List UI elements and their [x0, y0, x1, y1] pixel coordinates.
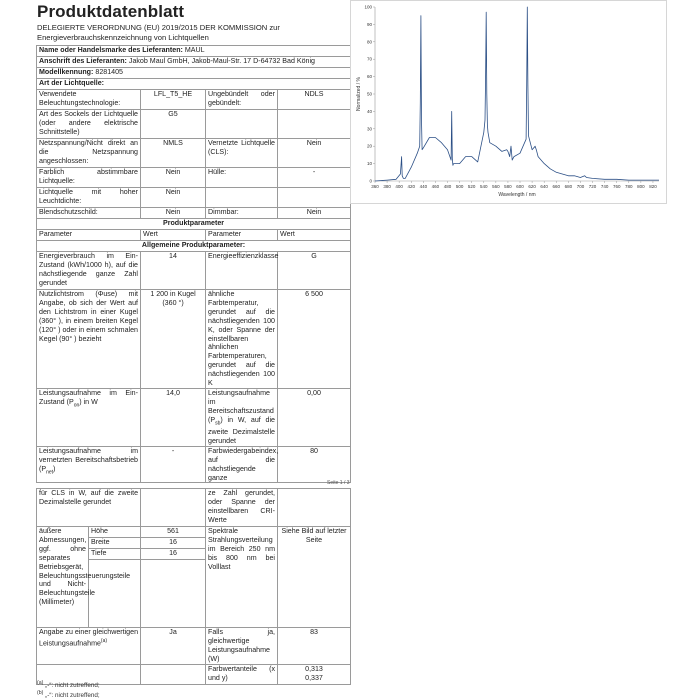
type-label: Dimmbar:: [206, 208, 278, 219]
x-tick-label: 660: [552, 184, 561, 189]
x-tick-label: 380: [383, 184, 391, 189]
x-tick-label: 820: [649, 184, 657, 189]
supplier-name-row: Name oder Handelsmarke des Lieferanten: MAUL: [37, 46, 351, 57]
equivalent-power-label: Angabe zu einer gleichwertigen Leistungsaufnahme$^{(a)}$: [37, 628, 141, 665]
x-axis-label: Wavelength / nm: [498, 192, 536, 198]
x-tick-label: 720: [588, 184, 597, 189]
type-label: Farblich abstimmbare Lichtquelle:: [37, 168, 141, 188]
footnote: $^{(b)}$ „-“: nicht zutreffend;: [37, 690, 100, 700]
x-tick-label: 540: [480, 184, 488, 189]
spectrum-chart: [350, 0, 667, 204]
y-tick-label: 90: [366, 21, 372, 27]
equivalent-power-value: Ja: [141, 628, 206, 665]
x-tick-label: 680: [564, 184, 573, 189]
y-tick-label: 20: [366, 143, 372, 149]
x-tick-label: 460: [431, 184, 440, 189]
type-value: G5: [141, 110, 206, 139]
footnote: $^{(a)}$ „-“: nicht zutreffend;: [37, 680, 100, 690]
equivalent-power-value: 83: [278, 628, 351, 665]
dimension-name: Breite: [89, 538, 141, 549]
type-value: -: [278, 168, 351, 188]
x-tick-label: 700: [576, 184, 585, 189]
type-value: Nein: [141, 168, 206, 188]
param-value: 14,0: [141, 388, 206, 446]
section-title: Allgemeine Produktparameter:: [37, 241, 351, 252]
x-tick-label: 800: [637, 184, 645, 189]
param-label: Leistungsaufnahme im Ein-Zustand $(P_{on})$ in W: [37, 388, 141, 446]
y-tick-label: 100: [364, 4, 372, 10]
y-tick-label: 0: [369, 178, 372, 184]
spectrum-value: Siehe Bild auf letzter Seite: [278, 527, 351, 628]
y-tick-label: 10: [366, 161, 372, 167]
x-tick-label: 420: [407, 184, 416, 189]
param-value: 80: [278, 446, 351, 483]
x-tick-label: 760: [612, 184, 621, 189]
y-tick-label: 70: [366, 56, 372, 62]
equivalent-power-label: Falls ja, gleichwertige Leistungsaufnahme (W): [206, 628, 278, 665]
column-header: Wert: [141, 230, 206, 241]
type-label: Netzspannung/Nicht direkt an die Netzspannung angeschlossen:: [37, 139, 141, 168]
type-label: Blendschutzschild:: [37, 208, 141, 219]
param-value: 6 500: [278, 290, 351, 389]
regulation-intro: DELEGIERTE VERORDNUNG (EU) 2019/2015 DER KOMMISSION zur Energieverbrauchskennzeichnung von Lichtquellen: [37, 23, 280, 42]
x-tick-label: 520: [467, 184, 476, 189]
supplier-address-row: Anschrift des Lieferanten: Jakob Maul GmbH, Jakob-Maul-Str. 17 D-64732 Bad König: [37, 57, 351, 68]
y-axis-label: Normalized / %: [356, 77, 362, 111]
type-label: Vernetzte Lichtquelle (CLS):: [206, 139, 278, 168]
type-value: Nein: [141, 188, 206, 208]
dimension-name: Tiefe: [89, 549, 141, 560]
type-value: Nein: [141, 208, 206, 219]
x-tick-label: 640: [540, 184, 548, 189]
x-tick-label: 400: [395, 184, 403, 189]
param-label: Leistungsaufnahme im Bereitschaftszustand $(P_{sb})$ in W, auf die zweite Dezimalstelle gerundet: [206, 388, 278, 446]
param-value: 14: [141, 252, 206, 290]
dimension-value: 16: [141, 538, 206, 549]
section-title: Produktparameter: [37, 219, 351, 230]
x-tick-label: 780: [625, 184, 633, 189]
param-label: ze Zahl gerundet, oder Spanne der einstellbaren CRI-Werte: [206, 489, 278, 527]
chromaticity-label: Farbwertanteile (x und y): [206, 664, 278, 684]
param-label: Energieeffizienzklasse: [206, 252, 278, 290]
x-tick-label: 360: [371, 184, 379, 189]
param-label: Leistungsaufnahme im vernetzten Bereitschaftsbetrieb $(P_{net})$: [37, 446, 141, 483]
type-label: Ungebündelt oder gebündelt:: [206, 90, 278, 110]
model-id-row: Modellkennung: 8281405: [37, 68, 351, 79]
param-value: G: [278, 252, 351, 290]
type-value: NMLS: [141, 139, 206, 168]
x-tick-label: 500: [455, 184, 464, 189]
page-number: Seite 1 / 3: [327, 480, 350, 486]
param-label: Nutzlichtstrom (Φuse) mit Angabe, ob sich der Wert auf den Lichtstrom in einer Kugel (360° ), in einem breiten Kegel (120° ) oder in einem schmalen Kegel (90° ) bezieht: [37, 290, 141, 389]
dimension-value: 561: [141, 527, 206, 538]
spectrum-series-line: [375, 7, 659, 181]
type-label: Verwendete Beleuchtungstechnologie:: [37, 90, 141, 110]
type-label: Lichtquelle mit hoher Leuchtdichte:: [37, 188, 141, 208]
light-source-type-row: Art der Lichtquelle:: [37, 79, 351, 90]
y-tick-label: 80: [366, 39, 372, 45]
dimension-value: 16: [141, 549, 206, 560]
param-value: 1 200 in Kugel (360 °): [141, 290, 206, 389]
dimension-name: Höhe: [89, 527, 141, 538]
product-datasheet-table: [36, 45, 351, 483]
column-header: Wert: [278, 230, 351, 241]
param-label: Energieverbrauch im Ein-Zustand (kWh/1000 h), auf die nächstliegende ganze Zahl gerundet: [37, 252, 141, 290]
param-value: -: [141, 446, 206, 483]
x-tick-label: 440: [419, 184, 428, 189]
spectrum-label: Spektrale Strahlungsverteilung im Bereich 250 nm bis 800 nm bei Volllast: [206, 527, 278, 628]
type-value: Nein: [278, 139, 351, 168]
type-label: Hülle:: [206, 168, 278, 188]
param-value: 0,00: [278, 388, 351, 446]
y-tick-label: 40: [366, 108, 372, 114]
page-title: Produktdatenblatt: [37, 2, 185, 21]
column-header: Parameter: [37, 230, 141, 241]
chromaticity-value: 0,313 0,337: [278, 664, 351, 684]
x-tick-label: 620: [528, 184, 536, 189]
type-value: NDLS: [278, 90, 351, 110]
type-label: Art des Sockels der Lichtquelle (oder andere elektrische Schnittstelle): [37, 110, 141, 139]
y-tick-label: 60: [366, 74, 372, 80]
spectrum-chart-svg: [351, 1, 666, 203]
type-value: LFL_T5_HE: [141, 90, 206, 110]
param-label: ähnliche Farbtemperatur, gerundet auf die nächstliegenden 100 K, oder Spanne der einstellbaren ähnlichen Farbtemperaturen, gerundet auf die nächstliegenden 100 K: [206, 290, 278, 389]
product-datasheet-table-continued: [36, 488, 351, 685]
dimensions-label: äußere Abmessungen, ggf. ohne separates Betriebsgerät, Beleuchtungssteuerungsteile und Nicht-Beleuchtungsteile (Millimeter): [37, 527, 89, 628]
type-value: Nein: [278, 208, 351, 219]
x-tick-label: 740: [600, 184, 609, 189]
column-header: Parameter: [206, 230, 278, 241]
y-tick-label: 30: [366, 126, 372, 132]
y-tick-label: 50: [366, 91, 372, 97]
x-tick-label: 580: [504, 184, 512, 189]
param-label: Farbwiedergabeindex, auf die nächstliegende ganze: [206, 446, 278, 483]
x-tick-label: 600: [516, 184, 524, 189]
x-tick-label: 480: [443, 184, 452, 189]
param-label: für CLS in W, auf die zweite Dezimalstelle gerundet: [37, 489, 141, 527]
x-tick-label: 560: [492, 184, 500, 189]
